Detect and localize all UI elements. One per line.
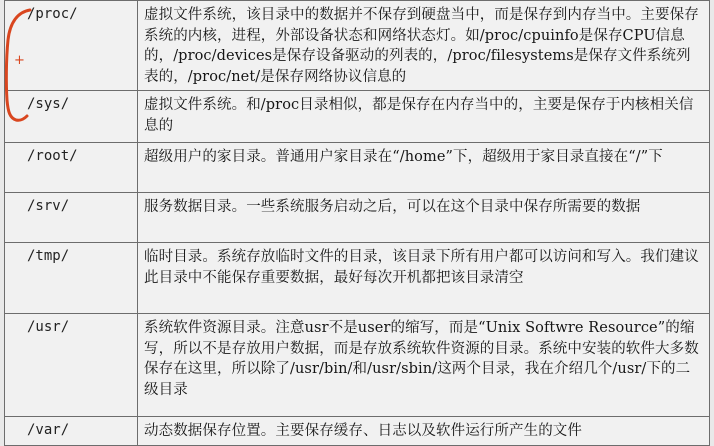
- table-row: [5, 193, 710, 243]
- directory-name-cell: /srv/: [5, 193, 138, 243]
- description-cell: 动态数据保存位置。主要保存缓存、日志以及软件运行所产生的文件: [138, 417, 710, 446]
- description-cell: 虚拟文件系统，该目录中的数据并不保存到硬盘当中，而是保存到内存当中。主要保存系统的内核，进程，外部设备状态和网络状态灯。如/proc/cpuinfo是保存CPU信息的，/proc/devices是保存设备驱动的列表的，/proc/filesystems是保存文件系统列表的，/proc/net/是保存网络协议信息的: [138, 1, 710, 91]
- directory-name-cell: /proc/: [5, 1, 138, 91]
- table-row: [5, 91, 710, 143]
- table-row: [5, 1, 710, 91]
- plus-mark-annotation: +: [14, 53, 25, 68]
- directory-name-cell: /tmp/: [5, 243, 138, 314]
- table-row: [5, 143, 710, 193]
- table-row: [5, 314, 710, 417]
- description-cell: 服务数据目录。一些系统服务启动之后，可以在这个目录中保存所需要的数据: [138, 193, 710, 243]
- directory-name-cell: /usr/: [5, 314, 138, 417]
- directory-name-cell: /var/: [5, 417, 138, 446]
- directory-name-cell: /root/: [5, 143, 138, 193]
- table-row: [5, 243, 710, 314]
- description-cell: 虚拟文件系统。和/proc目录相似，都是保存在内存当中的，主要是保存于内核相关信息的: [138, 91, 710, 143]
- description-cell: 临时目录。系统存放临时文件的目录，该目录下所有用户都可以访问和写入。我们建议此目录中不能保存重要数据，最好每次开机都把该目录清空: [138, 243, 710, 314]
- directory-table: [4, 0, 710, 446]
- directory-name-cell: /sys/: [5, 91, 138, 143]
- description-cell: 超级用户的家目录。普通用户家目录在“/home”下，超级用于家目录直接在“/”下: [138, 143, 710, 193]
- table-row: [5, 417, 710, 446]
- description-cell: 系统软件资源目录。注意usr不是user的缩写，而是“Unix Softwre Resource”的缩写，所以不是存放用户数据，而是存放系统软件资源的目录。系统中安装的软件大多数保存在这里，所以除了/usr/bin/和/usr/sbin/这两个目录，我在介绍几个/usr/下的二级目录: [138, 314, 710, 417]
